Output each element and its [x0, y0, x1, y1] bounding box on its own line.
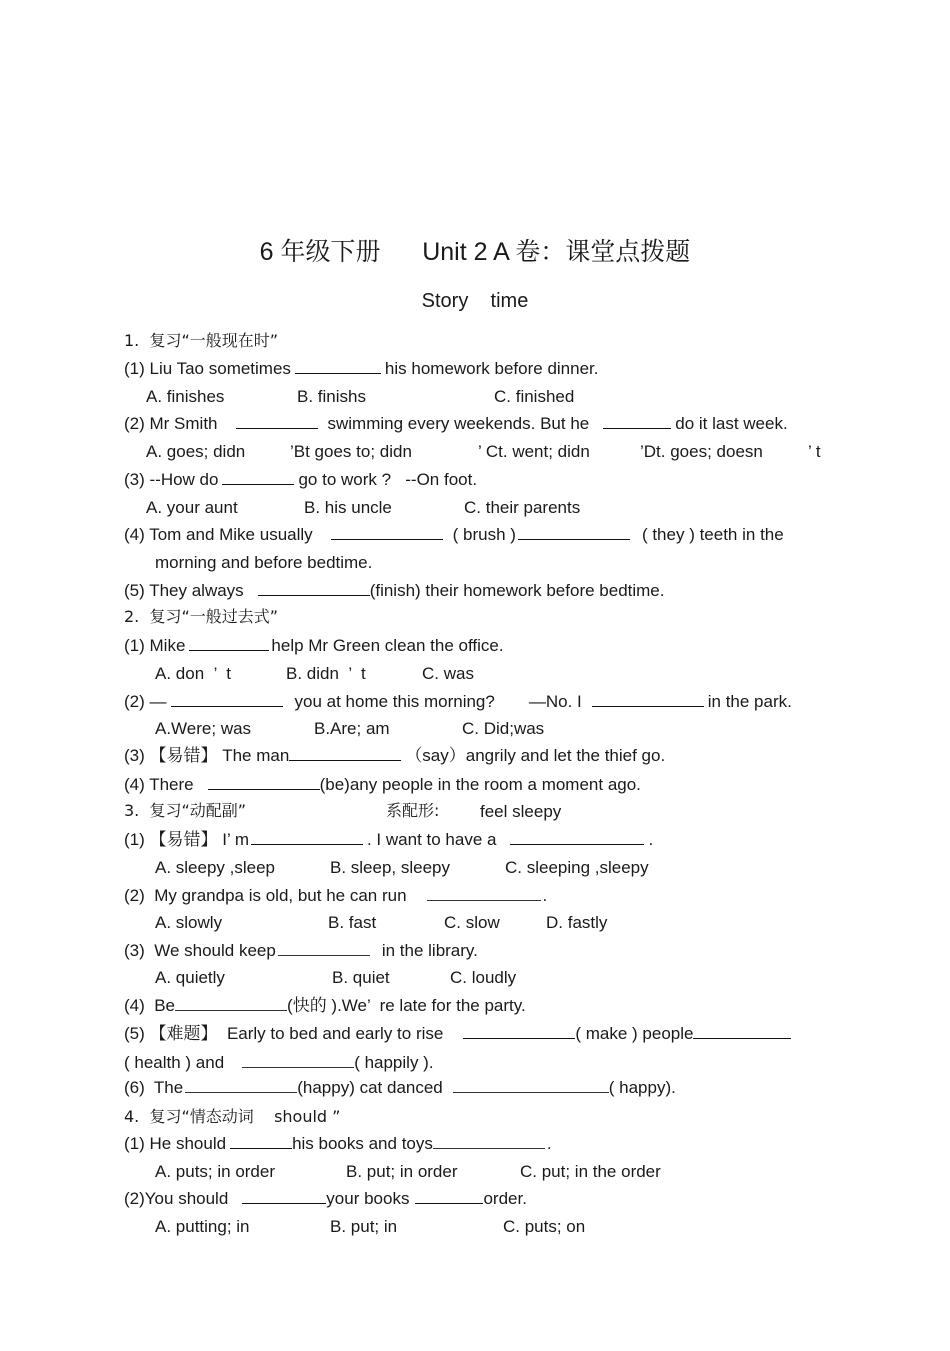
answer-blank[interactable]	[693, 1037, 791, 1039]
question-text: (2) Mr Smith	[124, 414, 218, 433]
question-text: ( make ) people	[575, 1024, 694, 1043]
question-text: your books	[326, 1189, 410, 1208]
question-3-6	[124, 1077, 676, 1099]
question-3-4	[124, 995, 526, 1017]
question-text: (1) Mike	[124, 636, 186, 655]
question-3-3	[124, 940, 478, 962]
option: C. Did;was	[462, 719, 545, 738]
answer-blank[interactable]	[453, 1091, 609, 1093]
answer-blank[interactable]	[427, 899, 541, 901]
answer-blank[interactable]	[236, 427, 318, 429]
question-text: do it last week.	[675, 414, 788, 433]
question-text: in the library.	[381, 941, 478, 960]
answer-blank[interactable]	[230, 1147, 292, 1149]
question-text: (2) My grandpa is old, but he can run	[124, 886, 407, 905]
option: ’ t	[808, 442, 821, 461]
question-text: (1) He should	[124, 1134, 227, 1153]
question-2-3	[124, 745, 665, 767]
question-text: his books and toys	[292, 1134, 433, 1153]
answer-blank[interactable]	[189, 649, 269, 651]
question-text: (1) Liu Tao sometimes	[124, 359, 291, 378]
section-note: 系配形:	[386, 801, 440, 820]
question-text: (4) There	[124, 775, 194, 794]
question-text: —No. I	[528, 692, 582, 711]
section-subtitle: Story time	[421, 290, 529, 312]
option: C. loudly	[450, 968, 517, 987]
option: B. quiet	[332, 968, 390, 987]
question-1-2	[124, 413, 788, 435]
option: A. don ’ t	[155, 664, 231, 683]
question-text: help Mr Green clean the office.	[271, 636, 504, 655]
question-text: (1) 【易错】 I’ m	[124, 830, 249, 849]
question-text: (finish) their homework before bedtime.	[369, 581, 665, 600]
option: D. fastly	[546, 913, 608, 932]
question-3-5-cont	[124, 1052, 434, 1074]
question-text: ( happy).	[608, 1078, 676, 1097]
question-1-4	[124, 524, 784, 546]
option: A. quietly	[155, 968, 225, 987]
option: A. puts; in order	[155, 1162, 276, 1181]
option: B. put; in	[330, 1217, 398, 1236]
answer-blank[interactable]	[331, 538, 443, 540]
option: B. fast	[328, 913, 377, 932]
option: A. goes; didn	[146, 442, 246, 461]
question-text: (快的 ).We’ re late for the party.	[287, 996, 526, 1015]
question-text: (5) They always	[124, 581, 244, 600]
option: A. your aunt	[146, 498, 238, 517]
question-text: go to work ? --On foot.	[298, 470, 478, 489]
question-text: morning and before bedtime.	[155, 553, 373, 572]
option: C. finished	[494, 387, 575, 406]
question-text: .	[648, 830, 654, 849]
question-text: (3) --How do	[124, 470, 219, 489]
option: B. put; in order	[346, 1162, 458, 1181]
question-text: (3) 【易错】 The man	[124, 746, 290, 765]
question-text: his homework before dinner.	[384, 359, 599, 378]
section-heading-3: 3. 复习“动配副”	[124, 801, 247, 820]
option: A. putting; in	[155, 1217, 250, 1236]
question-2-1	[124, 635, 504, 657]
question-text: (2) —	[124, 692, 167, 711]
question-text: （say）angrily and let the thief go.	[405, 746, 666, 765]
option: B. didn ’ t	[286, 664, 366, 683]
section-note-example: feel sleepy	[480, 802, 562, 821]
option: C. slow	[444, 913, 500, 932]
question-text: you at home this morning?	[294, 692, 495, 711]
question-3-5	[124, 1023, 791, 1045]
question-text: (3) We should keep	[124, 941, 276, 960]
answer-blank[interactable]	[258, 594, 370, 596]
answer-blank[interactable]	[510, 843, 644, 845]
answer-blank[interactable]	[185, 1091, 297, 1093]
question-text: (be)any people in the room a moment ago.	[319, 775, 641, 794]
option: A. sleepy ,sleep	[155, 858, 276, 877]
option: C. was	[422, 664, 474, 683]
option: A.Were; was	[155, 719, 252, 738]
option: ’Bt goes to; didn	[290, 442, 412, 461]
question-1-3	[124, 469, 477, 491]
option: B.Are; am	[314, 719, 390, 738]
answer-blank[interactable]	[222, 483, 294, 485]
option: C. put; in the order	[520, 1162, 661, 1181]
answer-blank[interactable]	[242, 1202, 326, 1204]
question-text: (2)You should	[124, 1189, 229, 1208]
question-3-1	[124, 829, 653, 851]
section-heading-4: 4. 复习“情态动词 should ”	[124, 1107, 341, 1126]
question-1-5	[124, 580, 664, 602]
answer-blank[interactable]	[415, 1202, 483, 1204]
question-text: .	[542, 886, 548, 905]
question-text: .	[546, 1134, 552, 1153]
question-text: (4) Be	[124, 996, 176, 1015]
question-text: ( happily ).	[354, 1053, 434, 1072]
page-title: 6 年级下册 Unit 2 A 卷：课堂点拨题	[259, 238, 691, 266]
section-heading-1: 1. 复习“一般现在时”	[124, 331, 279, 350]
question-text: order.	[483, 1189, 527, 1208]
answer-blank[interactable]	[175, 1009, 287, 1011]
option: A. slowly	[155, 913, 223, 932]
answer-blank[interactable]	[278, 954, 370, 956]
answer-blank[interactable]	[171, 705, 283, 707]
question-text: ( they ) teeth in the	[641, 525, 784, 544]
option: B. finishs	[297, 387, 366, 406]
answer-blank[interactable]	[208, 788, 320, 790]
question-text: (4) Tom and Mike usually	[124, 525, 313, 544]
answer-blank[interactable]	[603, 427, 671, 429]
section-heading-2: 2. 复习“一般过去式”	[124, 607, 279, 626]
answer-blank[interactable]	[592, 705, 704, 707]
question-text: swimming every weekends. But he	[327, 414, 590, 433]
question-text: ( brush )	[452, 525, 516, 544]
question-2-4	[124, 774, 641, 796]
question-text: in the park.	[707, 692, 792, 711]
answer-blank[interactable]	[518, 538, 630, 540]
question-text: (happy) cat danced	[297, 1078, 443, 1097]
option: C. puts; on	[503, 1217, 586, 1236]
option: ’ Ct. went; didn	[478, 442, 590, 461]
question-text: . I want to have a	[366, 830, 497, 849]
option: C. sleeping ,sleepy	[505, 858, 649, 877]
answer-blank[interactable]	[433, 1147, 545, 1149]
answer-blank[interactable]	[463, 1037, 575, 1039]
answer-blank[interactable]	[251, 843, 363, 845]
question-2-2	[124, 691, 792, 713]
question-3-2	[124, 885, 547, 907]
question-4-2	[124, 1188, 527, 1210]
question-4-1	[124, 1133, 552, 1155]
answer-blank[interactable]	[295, 372, 381, 374]
option: B. sleep, sleepy	[330, 858, 451, 877]
option: C. their parents	[464, 498, 581, 517]
question-text: (6) The	[124, 1078, 184, 1097]
question-text: (5) 【难题】 Early to bed and early to rise	[124, 1024, 444, 1043]
option: A. finishes	[146, 387, 225, 406]
option: ’Dt. goes; doesn	[640, 442, 763, 461]
answer-blank[interactable]	[289, 759, 401, 761]
option: B. his uncle	[304, 498, 392, 517]
question-text: ( health ) and	[124, 1053, 225, 1072]
answer-blank[interactable]	[242, 1066, 354, 1068]
question-1-1	[124, 358, 598, 380]
